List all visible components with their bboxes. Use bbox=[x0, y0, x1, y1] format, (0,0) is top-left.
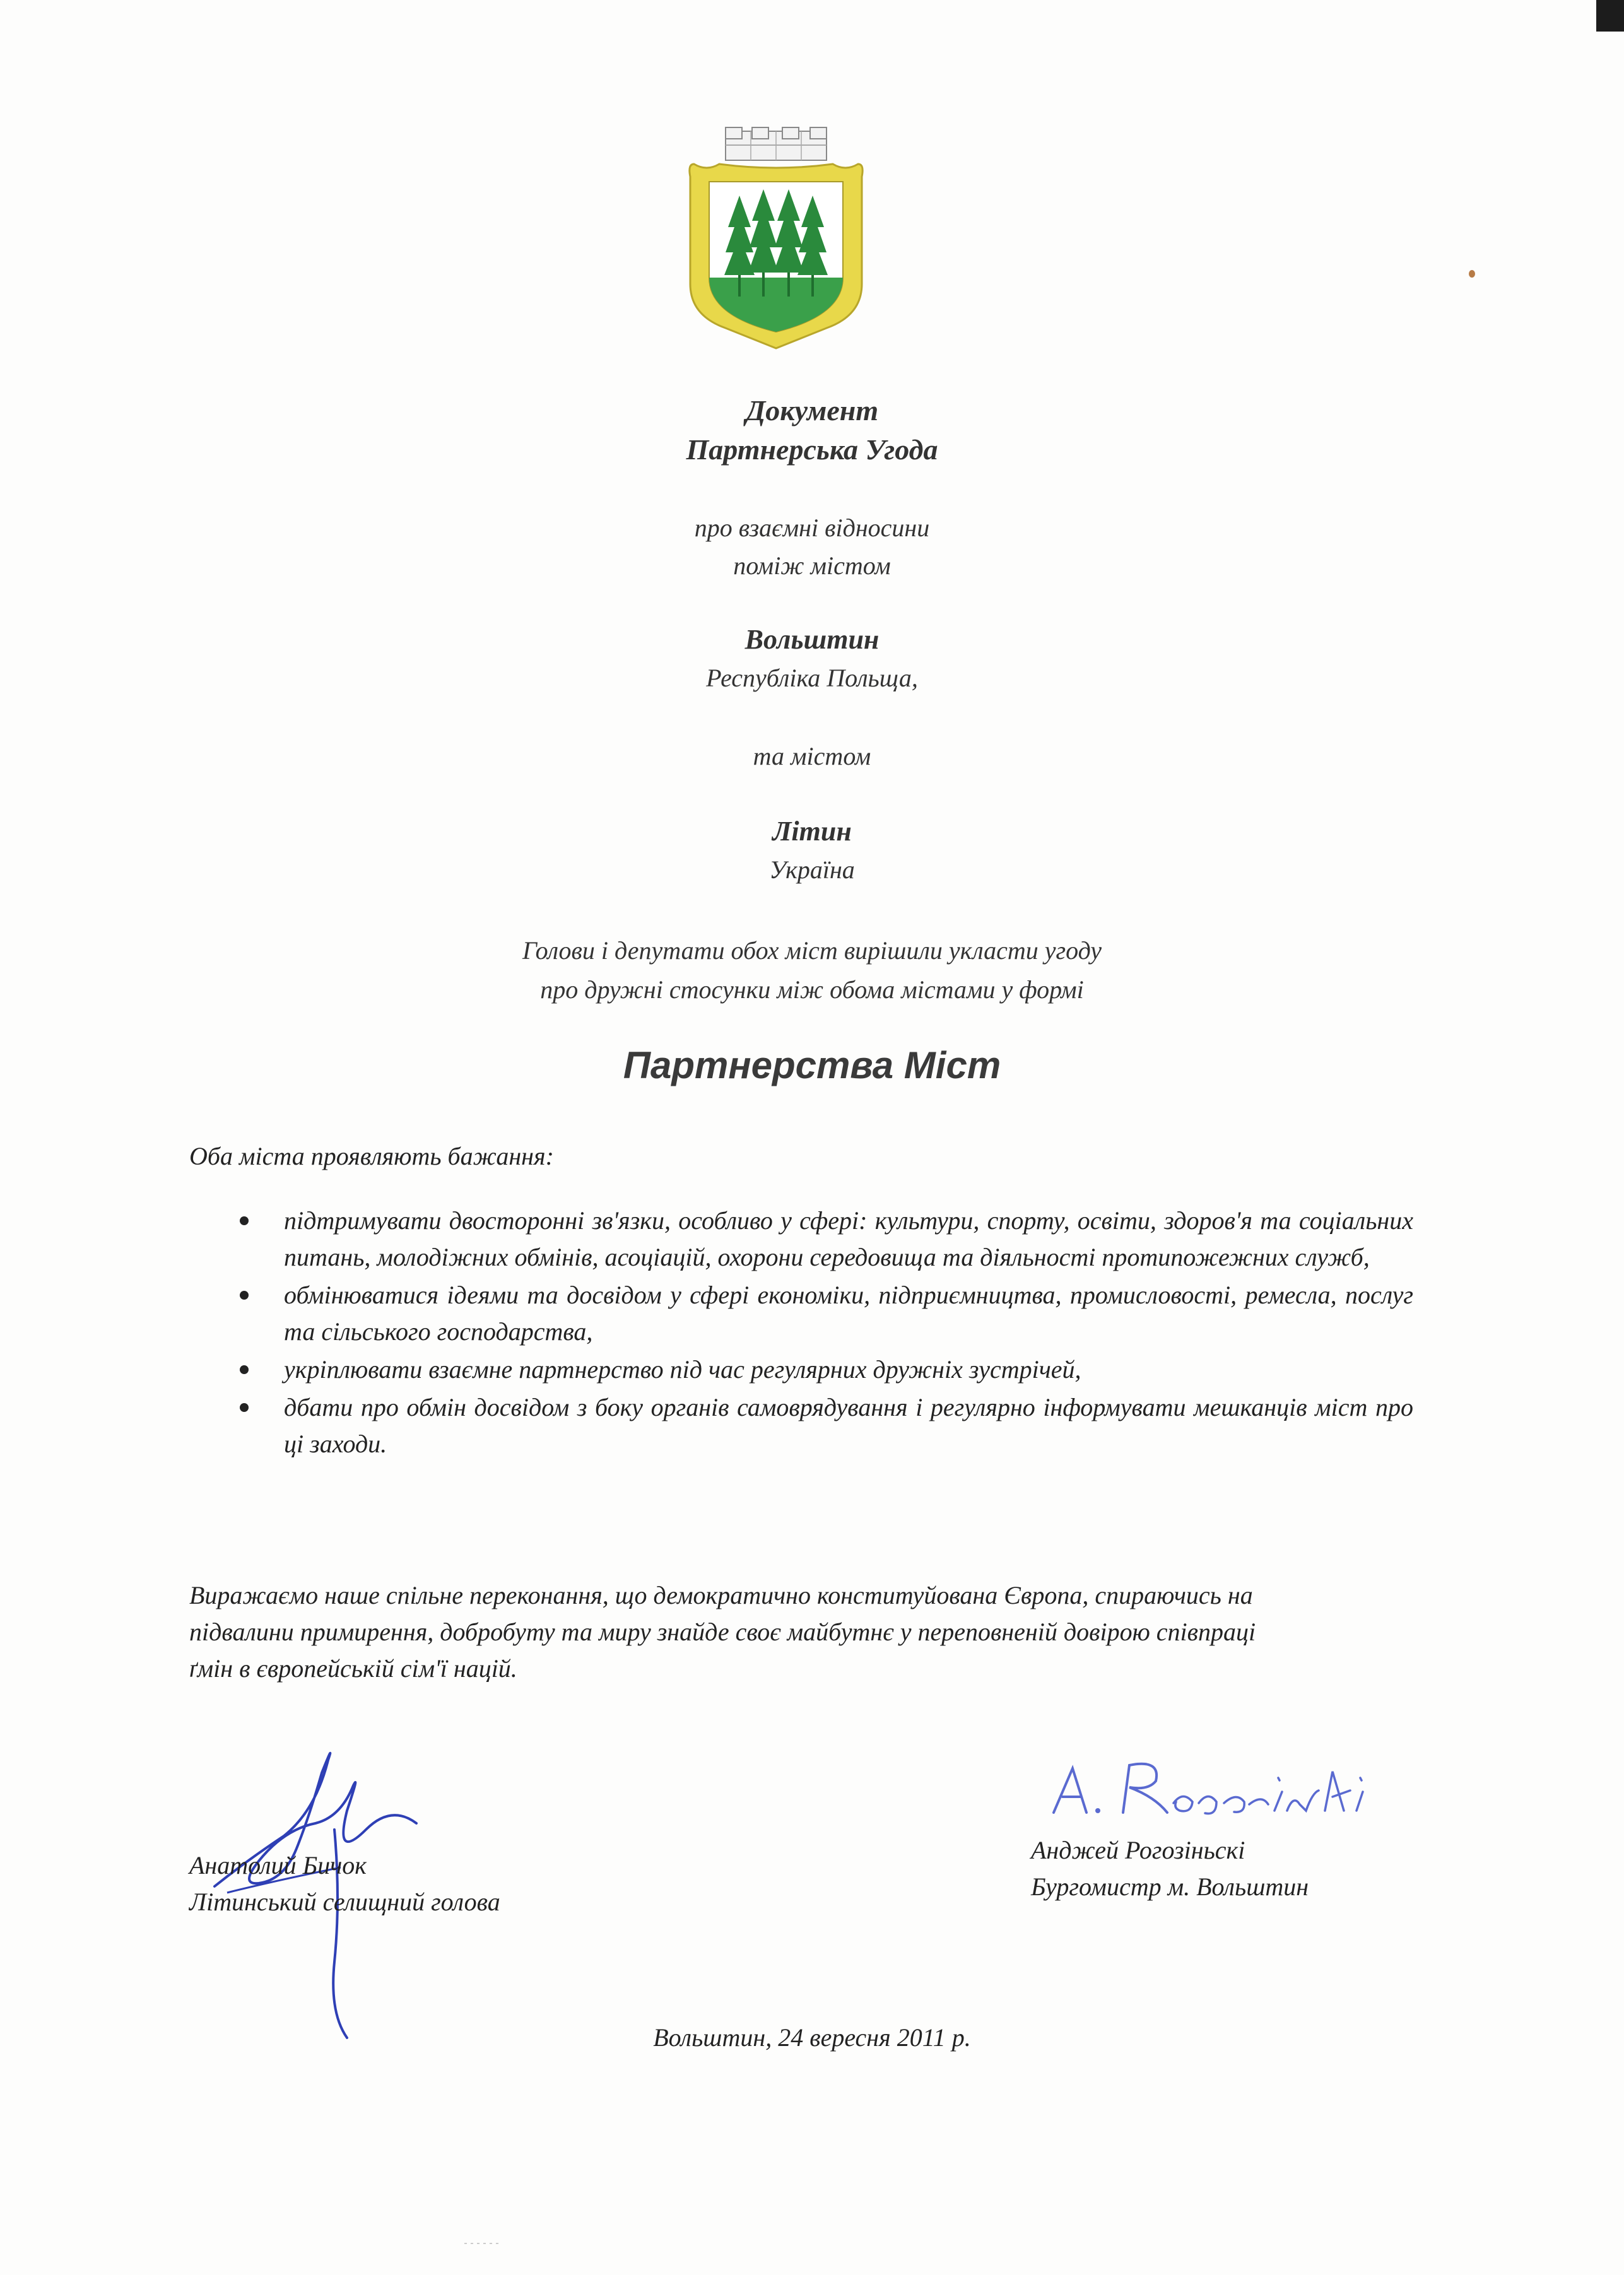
conclusion-line-1: Виражаємо наше спільне переконання, що демократично конституйована Європа, спираючись на bbox=[189, 1581, 1253, 1609]
bullet-dot bbox=[240, 1365, 249, 1374]
city1-name: Вольштин bbox=[744, 624, 880, 655]
about-line-1: про взаємні відносини bbox=[694, 514, 930, 542]
wishes-intro: Оба міста проявляють бажання: bbox=[189, 1142, 554, 1170]
right-signatory-name: Анджей Рогозіньскі bbox=[1031, 1836, 1245, 1864]
intro-line-2: про дружні стосунки між обома містами у формі bbox=[540, 975, 1084, 1004]
document-title: Партнерська Угода bbox=[686, 433, 938, 466]
place-and-date: Вольштин, 24 вересня 2011 р. bbox=[653, 2023, 971, 2052]
crown-icon bbox=[726, 127, 827, 160]
document-label: Документ bbox=[745, 394, 879, 426]
intro-line-1: Голови і депутати обох міст вирішили укласти угоду bbox=[522, 936, 1102, 965]
conclusion-line-3: ґмін в європейській сім'ї націй. bbox=[189, 1654, 517, 1683]
list-item: підтримувати двосторонні зв'язки, особливо у сфері: культури, спорту, освіти, здоров'я та соціальних питань, молодіжних обмінів, асоціацій, охорони середовища та діяльності протипожежних служб, bbox=[240, 1202, 1413, 1276]
bullet-dot bbox=[240, 1216, 249, 1225]
scan-speck bbox=[1469, 270, 1475, 278]
about-line-2: поміж містом bbox=[733, 551, 891, 580]
conclusion-paragraph bbox=[189, 1577, 1388, 1687]
right-signature bbox=[1047, 1753, 1388, 1822]
main-heading: Партнерства Міст bbox=[623, 1044, 1001, 1086]
right-signatory bbox=[1031, 1832, 1309, 1905]
left-signatory-title: Літинський селищний голова bbox=[189, 1888, 500, 1916]
conclusion-line-2: підвалини примирення, добробуту та миру знайде своє майбутнє у переповненій довірою співпраці bbox=[189, 1618, 1256, 1646]
left-signatory bbox=[189, 1847, 500, 1920]
list-item: обмінюватися ідеями та досвідом у сфері економіки, підприємництва, промисловості, ремесла, послуг та сільського господарства, bbox=[240, 1277, 1413, 1350]
city2-country: Україна bbox=[769, 855, 855, 884]
city2-name: Літин bbox=[772, 816, 852, 847]
scan-dust bbox=[464, 2241, 502, 2246]
city1-country: Республіка Польща, bbox=[706, 664, 918, 692]
bullet-dot bbox=[240, 1291, 249, 1300]
connector-text: та містом bbox=[753, 742, 871, 770]
list-item: укріплювати взаємне партнерство під час регулярних дружніх зустрічей, bbox=[240, 1351, 1413, 1388]
scan-edge-mark bbox=[1596, 0, 1624, 32]
left-signatory-name: Анатолий Бичок bbox=[189, 1851, 367, 1879]
right-signatory-title: Бургомистр м. Вольштин bbox=[1031, 1872, 1309, 1901]
coat-of-arms-emblem bbox=[681, 126, 871, 353]
bullet-dot bbox=[240, 1403, 249, 1412]
list-item: дбати про обмін досвідом з боку органів самоврядування і регулярно інформувати мешканців міст про ці заходи. bbox=[240, 1389, 1413, 1462]
wishes-list bbox=[240, 1202, 1413, 1464]
